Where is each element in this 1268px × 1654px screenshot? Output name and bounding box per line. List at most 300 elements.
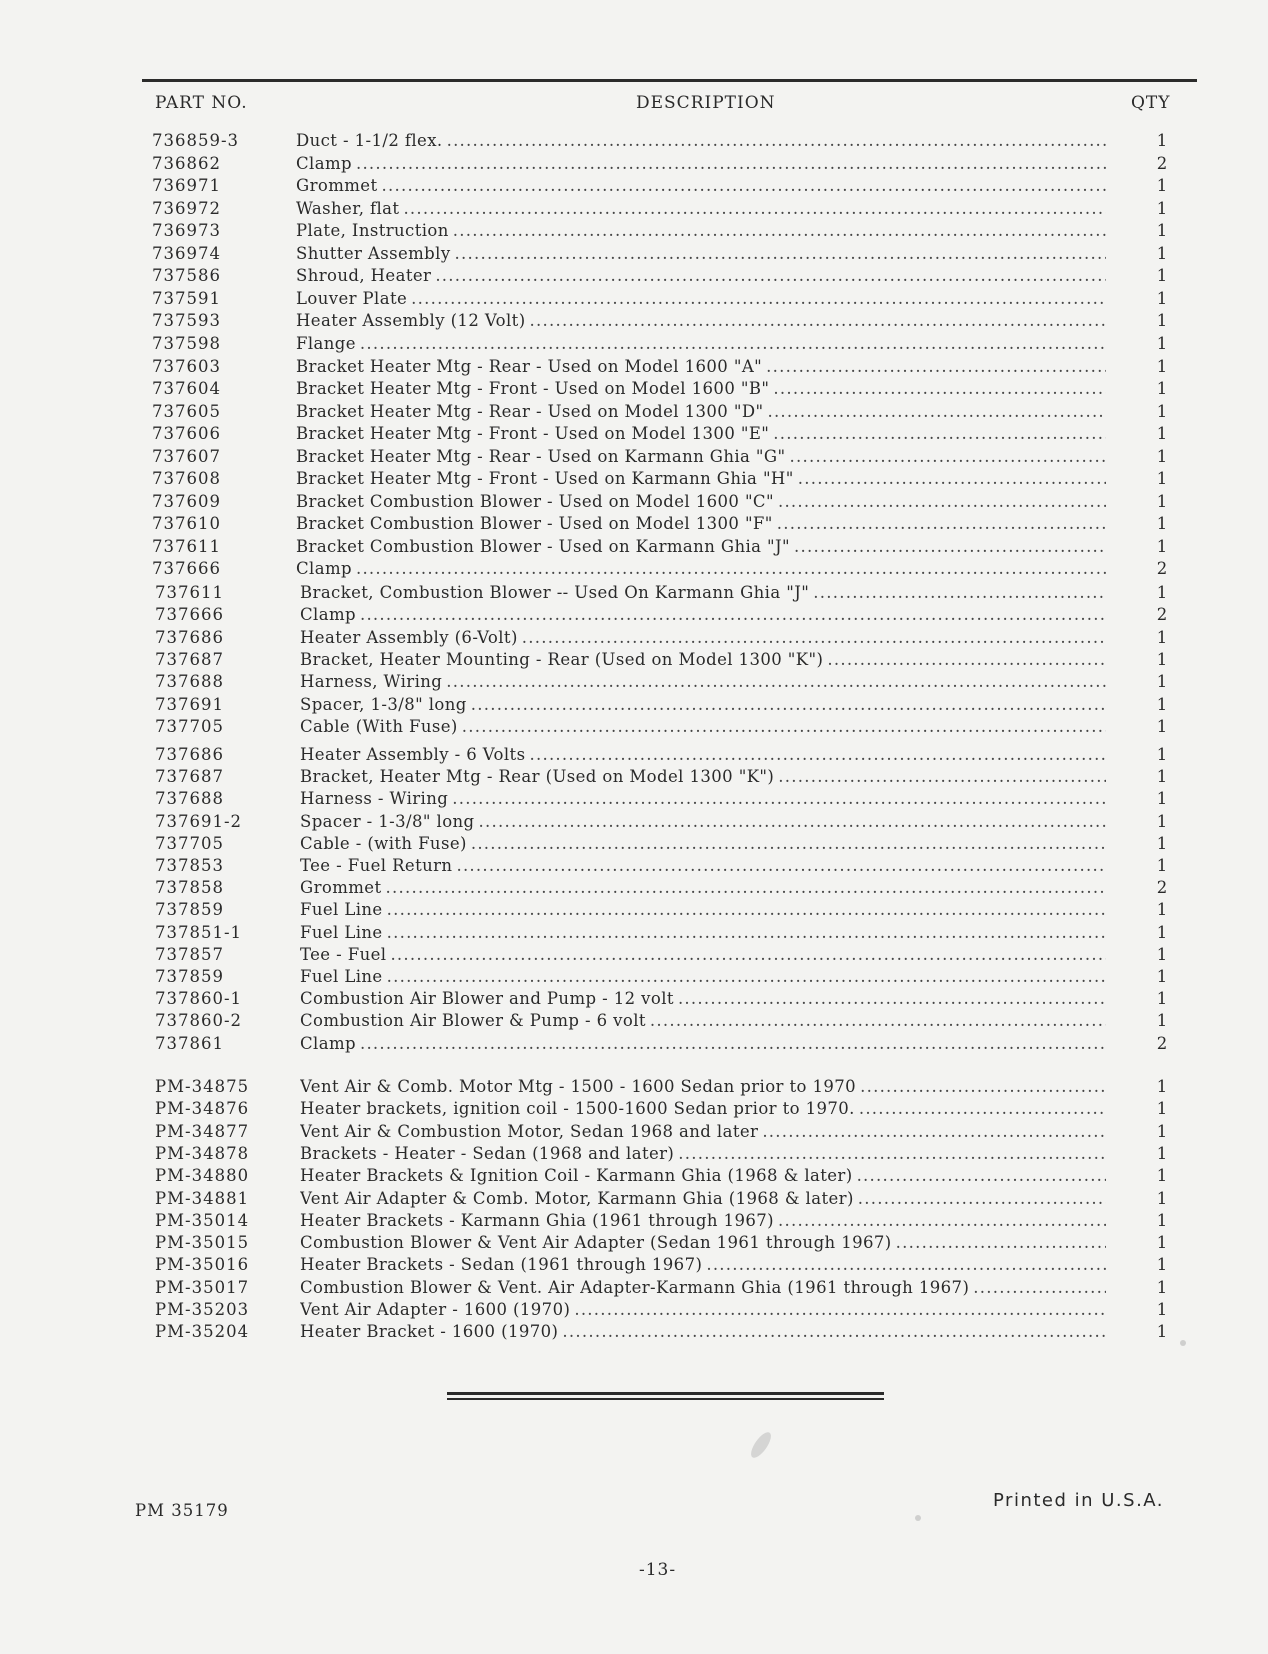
quantity: 1 [1156, 1188, 1168, 1208]
description-text: Bracket Heater Mtg - Front - Used on Model 1300 "E" [296, 424, 770, 444]
footer-rule [447, 1392, 884, 1395]
part-number: 737691-2 [155, 811, 243, 831]
description-text: Bracket Combustion Blower - Used on Model 1600 "C" [296, 491, 774, 511]
table-row [0, 1210, 1268, 1232]
description-cell [300, 1321, 1106, 1343]
table-row [0, 766, 1268, 788]
dot-leader [455, 243, 1106, 265]
part-number: 737686 [155, 745, 224, 764]
part-number: 737593 [152, 311, 221, 331]
description-cell [300, 1232, 1106, 1254]
dot-leader [387, 966, 1106, 988]
description-text: Tee - Fuel [300, 944, 387, 964]
part-number: 736971 [152, 176, 221, 196]
part-number: 737705 [155, 833, 224, 853]
dot-leader [762, 1121, 1106, 1143]
quantity: 1 [1156, 1077, 1168, 1096]
dot-leader [767, 401, 1106, 423]
part-number: 737858 [155, 878, 224, 898]
description-text: Bracket, Heater Mtg - Rear (Used on Model 1300 "K") [300, 767, 775, 787]
dot-leader [387, 922, 1106, 944]
quantity: 1 [1156, 198, 1168, 218]
part-number: 737611 [152, 536, 221, 556]
dot-leader [794, 536, 1106, 558]
quantity: 1 [1156, 401, 1168, 421]
description-cell [300, 582, 1106, 604]
description-cell [300, 855, 1106, 877]
dot-leader [382, 175, 1107, 197]
description-text: Bracket Heater Mtg - Rear - Used on Karmann Ghia "G" [296, 446, 786, 466]
quantity: 1 [1156, 266, 1168, 286]
stain-mark [915, 1515, 921, 1521]
description-cell [300, 966, 1106, 988]
description-text: Tee - Fuel Return [300, 856, 453, 875]
quantity: 1 [1156, 1233, 1168, 1253]
part-number: 737851-1 [155, 922, 243, 942]
dot-leader [574, 1299, 1106, 1321]
description-text: Clamp [300, 1033, 356, 1053]
description-cell [300, 694, 1106, 716]
description-cell [300, 766, 1106, 788]
description-cell [296, 468, 1106, 490]
quantity: 1 [1156, 900, 1168, 920]
description-text: Fuel Line [300, 922, 383, 942]
dot-leader [435, 265, 1106, 287]
description-text: Heater brackets, ignition coil - 1500-1600 Sedan prior to 1970. [300, 1099, 855, 1119]
description-cell [300, 1254, 1106, 1276]
description-cell [300, 604, 1106, 626]
dot-leader [529, 744, 1106, 766]
dot-leader [462, 716, 1106, 738]
part-number: 737691 [155, 694, 224, 714]
part-number: PM-35015 [155, 1233, 250, 1253]
quantity: 1 [1156, 469, 1168, 489]
description-text: Fuel Line [300, 967, 383, 986]
part-number: PM-35017 [155, 1277, 250, 1297]
table-row [0, 811, 1268, 833]
dot-leader [562, 1321, 1106, 1343]
dot-leader [356, 558, 1106, 580]
description-text: Bracket, Combustion Blower -- Used On Karmann Ghia "J" [300, 583, 810, 602]
dot-leader [773, 378, 1106, 400]
part-number: PM-35203 [155, 1300, 250, 1319]
table-row [0, 1299, 1268, 1321]
qty-header: QTY [1131, 93, 1171, 113]
description-text: Heater Assembly - 6 Volts [300, 745, 526, 764]
description-cell [300, 788, 1106, 810]
table-row [0, 582, 1268, 604]
table-row [0, 671, 1268, 693]
description-cell [296, 401, 1106, 423]
part-number: 737853 [155, 856, 224, 875]
dot-leader [778, 491, 1106, 513]
description-cell [300, 1010, 1106, 1032]
table-row [0, 833, 1268, 855]
footer-rule-thin [447, 1398, 884, 1400]
description-text: Grommet [296, 176, 378, 196]
quantity: 1 [1156, 176, 1168, 196]
description-text: Heater Bracket - 1600 (1970) [300, 1322, 559, 1342]
part-number: 737606 [152, 424, 221, 444]
table-row [0, 1165, 1268, 1187]
quantity: 1 [1156, 1166, 1168, 1186]
stain-mark [1180, 1340, 1186, 1346]
table-row [0, 423, 1268, 445]
table-row [0, 627, 1268, 649]
quantity: 1 [1156, 767, 1168, 787]
dot-leader [773, 423, 1106, 445]
quantity: 1 [1156, 1143, 1168, 1163]
dot-leader [827, 649, 1106, 671]
quantity: 1 [1156, 649, 1168, 669]
part-number: PM-34880 [155, 1166, 250, 1186]
part-number: 737687 [155, 767, 224, 787]
table-row [0, 1254, 1268, 1276]
description-text: Bracket, Heater Mounting - Rear (Used on Model 1300 "K") [300, 649, 824, 669]
description-text: Spacer - 1-3/8" long [300, 811, 475, 831]
table-row [0, 604, 1268, 626]
part-number: 737859 [155, 967, 224, 986]
description-cell [300, 1210, 1106, 1232]
part-number: 737686 [155, 627, 224, 647]
part-number: 737605 [152, 401, 221, 421]
description-cell [296, 265, 1106, 287]
description-cell [300, 811, 1106, 833]
quantity: 1 [1156, 1011, 1168, 1031]
table-row [0, 1098, 1268, 1120]
part-number: 736972 [152, 198, 221, 218]
table-row [0, 130, 1268, 152]
description-text: Heater Brackets - Karmann Ghia (1961 through 1967) [300, 1210, 774, 1230]
part-number: 737586 [152, 266, 221, 286]
dot-leader [859, 1098, 1106, 1120]
dot-leader [678, 988, 1106, 1010]
part-number: 737591 [152, 288, 221, 308]
description-cell [300, 899, 1106, 921]
dot-leader [860, 1076, 1106, 1098]
table-row [0, 333, 1268, 355]
dot-leader [447, 130, 1106, 152]
description-cell [300, 1299, 1106, 1321]
dot-leader [766, 356, 1106, 378]
quantity: 1 [1156, 131, 1168, 150]
header-rule [142, 79, 1197, 82]
dot-leader [453, 220, 1106, 242]
description-cell [296, 378, 1106, 400]
quantity: 1 [1156, 536, 1168, 556]
dot-leader [479, 811, 1106, 833]
dot-leader [857, 1165, 1106, 1187]
description-text: Combustion Air Blower and Pump - 12 volt [300, 989, 674, 1009]
dot-leader [706, 1254, 1106, 1276]
description-text: Plate, Instruction [296, 221, 449, 241]
description-cell [296, 130, 1106, 152]
table-row [0, 1232, 1268, 1254]
description-cell [300, 1098, 1106, 1120]
dot-leader [456, 855, 1106, 877]
description-cell [296, 491, 1106, 513]
dot-leader [360, 1033, 1106, 1055]
description-text: Heater Assembly (6-Volt) [300, 627, 518, 647]
description-cell [300, 1121, 1106, 1143]
description-cell [300, 1033, 1106, 1055]
part-number: 736973 [152, 221, 221, 241]
document-code: PM 35179 [135, 1501, 229, 1520]
description-text: Shutter Assembly [296, 243, 451, 263]
description-text: Bracket Heater Mtg - Rear - Used on Model 1300 "D" [296, 401, 764, 421]
description-cell [300, 833, 1106, 855]
description-cell [300, 1165, 1106, 1187]
table-row [0, 744, 1268, 766]
description-text: Clamp [296, 559, 352, 579]
part-number: 736859-3 [152, 131, 240, 150]
table-row [0, 877, 1268, 899]
description-text: Fuel Line [300, 900, 383, 920]
description-text: Vent Air Adapter - 1600 (1970) [300, 1300, 571, 1319]
dot-leader [411, 288, 1106, 310]
table-row [0, 716, 1268, 738]
part-number: 737857 [155, 944, 224, 964]
table-row [0, 1188, 1268, 1210]
description-text: Clamp [296, 153, 352, 173]
table-row [0, 988, 1268, 1010]
part-number: 737666 [152, 559, 221, 579]
table-row [0, 1121, 1268, 1143]
quantity: 2 [1156, 605, 1168, 625]
dot-leader [778, 766, 1106, 788]
quantity: 1 [1156, 514, 1168, 534]
quantity: 2 [1156, 153, 1168, 173]
description-text: Duct - 1-1/2 flex. [296, 131, 443, 150]
part-number: PM-35014 [155, 1210, 250, 1230]
dot-leader [360, 333, 1106, 355]
table-row [0, 558, 1268, 580]
description-cell [300, 716, 1106, 738]
description-text: Clamp [300, 605, 356, 625]
description-cell [300, 922, 1106, 944]
quantity: 1 [1156, 856, 1168, 875]
table-row [0, 198, 1268, 220]
dot-leader [778, 1210, 1106, 1232]
quantity: 1 [1156, 672, 1168, 692]
quantity: 1 [1156, 1277, 1168, 1297]
description-text: Bracket Combustion Blower - Used on Karmann Ghia "J" [296, 536, 791, 556]
part-number: PM-34875 [155, 1077, 250, 1096]
part-number: 737609 [152, 491, 221, 511]
quantity: 1 [1156, 1210, 1168, 1230]
dot-leader [973, 1277, 1106, 1299]
dot-leader [858, 1188, 1106, 1210]
quantity: 1 [1156, 811, 1168, 831]
description-text: Louver Plate [296, 288, 408, 308]
description-text: Brackets - Heater - Sedan (1968 and later) [300, 1143, 675, 1163]
part-no-header: PART NO. [155, 93, 248, 113]
dot-leader [387, 899, 1106, 921]
table-row [0, 468, 1268, 490]
page-number: -13- [639, 1560, 677, 1580]
quantity: 1 [1156, 356, 1168, 376]
table-row [0, 966, 1268, 988]
part-number: 737688 [155, 672, 224, 692]
description-text: Shroud, Heater [296, 266, 432, 286]
dot-leader [522, 627, 1106, 649]
quantity: 2 [1156, 1033, 1168, 1053]
description-cell [296, 288, 1106, 310]
table-row [0, 513, 1268, 535]
quantity: 1 [1156, 311, 1168, 331]
description-cell [300, 1188, 1106, 1210]
description-cell [296, 198, 1106, 220]
quantity: 1 [1156, 967, 1168, 986]
description-text: Heater Brackets - Sedan (1961 through 1967) [300, 1255, 703, 1275]
dot-leader [452, 788, 1106, 810]
part-number: 737688 [155, 789, 224, 809]
part-number: 737687 [155, 649, 224, 669]
quantity: 1 [1156, 424, 1168, 444]
dot-leader [530, 310, 1106, 332]
description-text: Grommet [300, 878, 382, 898]
description-cell [300, 877, 1106, 899]
quantity: 1 [1156, 583, 1168, 602]
description-cell [296, 536, 1106, 558]
part-number: PM-35204 [155, 1322, 250, 1342]
part-number: 737666 [155, 605, 224, 625]
description-cell [296, 356, 1106, 378]
quantity: 1 [1156, 379, 1168, 399]
description-cell [300, 1277, 1106, 1299]
part-number: PM-34876 [155, 1099, 250, 1119]
part-number: 737607 [152, 446, 221, 466]
description-cell [296, 423, 1106, 445]
quantity: 1 [1156, 989, 1168, 1009]
description-cell [300, 1076, 1106, 1098]
description-cell [300, 1143, 1106, 1165]
dot-leader [678, 1143, 1106, 1165]
description-text: Cable (With Fuse) [300, 716, 458, 736]
description-cell [296, 243, 1106, 265]
dot-leader [403, 198, 1106, 220]
table-row [0, 536, 1268, 558]
quantity: 1 [1156, 1121, 1168, 1141]
table-row [0, 401, 1268, 423]
dot-leader [471, 833, 1106, 855]
description-cell [296, 513, 1106, 535]
table-row [0, 446, 1268, 468]
table-row [0, 153, 1268, 175]
description-text: Combustion Air Blower & Pump - 6 volt [300, 1011, 646, 1031]
quantity: 1 [1156, 446, 1168, 466]
quantity: 1 [1156, 627, 1168, 647]
dot-leader [386, 877, 1107, 899]
quantity: 1 [1156, 1300, 1168, 1319]
description-text: Combustion Blower & Vent Air Adapter (Sedan 1961 through 1967) [300, 1233, 892, 1253]
description-text: Bracket Heater Mtg - Front - Used on Karmann Ghia "H" [296, 469, 794, 489]
table-row [0, 899, 1268, 921]
quantity: 1 [1156, 944, 1168, 964]
description-text: Washer, flat [296, 198, 400, 218]
part-number: 736974 [152, 243, 221, 263]
table-row [0, 1321, 1268, 1343]
dot-leader [798, 468, 1106, 490]
description-cell [296, 175, 1106, 197]
quantity: 1 [1156, 789, 1168, 809]
description-text: Spacer, 1-3/8" long [300, 694, 467, 714]
quantity: 1 [1156, 694, 1168, 714]
quantity: 1 [1156, 922, 1168, 942]
part-number: PM-34881 [155, 1188, 250, 1208]
part-number: 736862 [152, 153, 221, 173]
description-text: Bracket Combustion Blower - Used on Model 1300 "F" [296, 514, 773, 534]
part-number: PM-35016 [155, 1255, 250, 1275]
description-text: Vent Air Adapter & Comb. Motor, Karmann Ghia (1968 & later) [300, 1188, 854, 1208]
table-row [0, 649, 1268, 671]
quantity: 1 [1156, 1099, 1168, 1119]
table-row [0, 378, 1268, 400]
quantity: 1 [1156, 221, 1168, 241]
dot-leader [446, 671, 1106, 693]
table-row [0, 788, 1268, 810]
description-text: Cable - (with Fuse) [300, 833, 467, 853]
table-row [0, 310, 1268, 332]
part-number: 737611 [155, 583, 224, 602]
description-text: Heater Assembly (12 Volt) [296, 311, 526, 331]
quantity: 2 [1156, 878, 1168, 898]
part-number: 737604 [152, 379, 221, 399]
dot-leader [356, 153, 1106, 175]
description-text: Vent Air & Comb. Motor Mtg - 1500 - 1600 Sedan prior to 1970 [300, 1077, 857, 1096]
table-row [0, 1010, 1268, 1032]
table-row [0, 175, 1268, 197]
table-row [0, 220, 1268, 242]
table-row [0, 855, 1268, 877]
description-text: Vent Air & Combustion Motor, Sedan 1968 and later [300, 1121, 759, 1141]
description-text: Bracket Heater Mtg - Front - Used on Model 1600 "B" [296, 379, 770, 399]
description-cell [296, 333, 1106, 355]
description-cell [296, 446, 1106, 468]
table-row [0, 243, 1268, 265]
description-text: Flange [296, 333, 356, 353]
description-text: Harness - Wiring [300, 789, 449, 809]
description-cell [296, 220, 1106, 242]
dot-leader [813, 582, 1106, 604]
quantity: 1 [1156, 745, 1168, 764]
part-number: 737859 [155, 900, 224, 920]
description-text: Combustion Blower & Vent. Air Adapter-Karmann Ghia (1961 through 1967) [300, 1277, 970, 1297]
part-number: 737860-2 [155, 1011, 243, 1031]
table-row [0, 922, 1268, 944]
dot-leader [777, 513, 1106, 535]
description-text: Bracket Heater Mtg - Rear - Used on Model 1600 "A" [296, 356, 763, 376]
quantity: 1 [1156, 1322, 1168, 1342]
part-number: PM-34877 [155, 1121, 250, 1141]
part-number: 737610 [152, 514, 221, 534]
table-row [0, 1033, 1268, 1055]
stain-mark [747, 1429, 774, 1460]
table-row [0, 694, 1268, 716]
quantity: 1 [1156, 491, 1168, 511]
part-number: 737860-1 [155, 989, 243, 1009]
part-number: PM-34878 [155, 1143, 250, 1163]
table-row [0, 288, 1268, 310]
description-cell [300, 988, 1106, 1010]
description-text: Harness, Wiring [300, 672, 443, 692]
quantity: 1 [1156, 716, 1168, 736]
table-row [0, 944, 1268, 966]
quantity: 1 [1156, 243, 1168, 263]
quantity: 1 [1156, 1255, 1168, 1275]
dot-leader [790, 446, 1107, 468]
dot-leader [390, 944, 1106, 966]
